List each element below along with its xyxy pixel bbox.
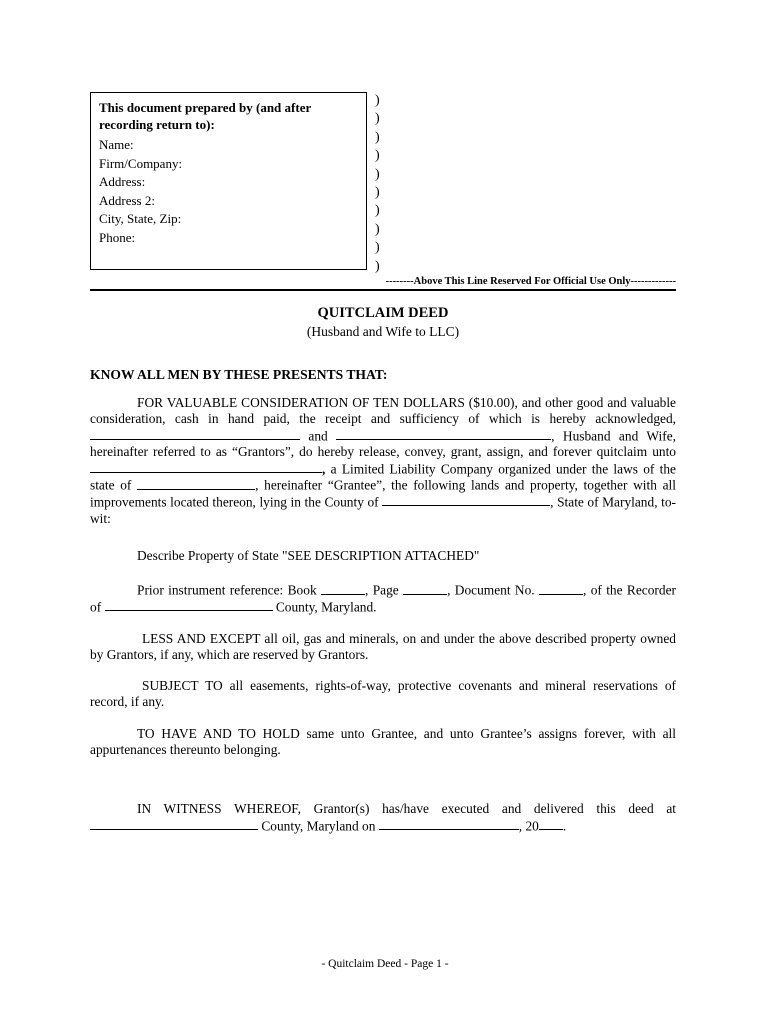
close-paren: ) [375, 203, 380, 219]
document-title: QUITCLAIM DEED [317, 305, 449, 322]
fill-in-blank [321, 582, 365, 594]
close-paren: ) [375, 221, 380, 237]
document-subtitle: (Husband and Wife to LLC) [306, 324, 460, 340]
text-segment: , 20 [518, 818, 539, 834]
text-segment: Prior instrument reference: Book [137, 582, 321, 598]
to-have-and-hold-paragraph: TO HAVE AND TO HOLD same unto Grantee, and unto Grantee’s assigns forever, with all appurtenances thereunto belonging. [90, 725, 676, 758]
fill-in-blank [336, 428, 551, 440]
text-segment: FOR VALUABLE CONSIDERATION OF TEN DOLLARS ($10.00), and other good and valuable consideration, cash in hand paid, the receipt and sufficiency of which is hereby acknowledged, [90, 395, 676, 427]
reserved-line [90, 276, 676, 291]
close-paren: ) [375, 111, 380, 127]
fill-in-blank [90, 818, 258, 830]
paren-column [375, 92, 380, 276]
field-label-name: Name: [99, 137, 134, 152]
text-segment: , State of Maryland, to-wit: [90, 494, 676, 526]
in-witness-paragraph [90, 801, 676, 834]
fill-in-blank [137, 477, 255, 489]
field-label-address-2: Address 2: [99, 192, 155, 208]
subject-to-paragraph: SUBJECT TO all easements, rights-of-way, protective covenants and mineral reservations of record, if any. [90, 678, 676, 710]
close-paren: ) [375, 129, 380, 145]
text-segment: County, Maryland. [272, 599, 377, 615]
text-segment: a Limited Liability Company organized under the laws of the state of [90, 461, 676, 493]
fill-in-blank [105, 599, 273, 611]
field-label-city-state-zip: City, State, Zip: [99, 211, 182, 227]
describe-property-line: Describe Property of State "SEE DESCRIPTION ATTACHED" [137, 547, 480, 563]
reserved-line-text: --------Above This Line Reserved For Official Use Only------------- [385, 276, 676, 288]
text-segment: , hereinafter “Grantee”, the following lands and property, together with all improvements located thereon, lying in the County of [90, 477, 677, 510]
text-segment: , Document No. [447, 582, 539, 598]
close-paren: ) [375, 93, 380, 108]
close-paren: ) [375, 240, 380, 256]
prepared-by-section [90, 92, 676, 276]
fill-in-blank [382, 494, 550, 506]
fill-in-blank [539, 582, 583, 594]
text-segment: County, Maryland on [258, 818, 379, 834]
opening-clause: KNOW ALL MEN BY THESE PRESENTS THAT: [90, 367, 388, 383]
close-paren: ) [375, 185, 380, 201]
consideration-paragraph [90, 395, 676, 527]
field-label-phone: Phone: [99, 229, 136, 245]
fill-in-blank [539, 818, 563, 830]
document-page [90, 92, 676, 834]
less-and-except-paragraph: LESS AND EXCEPT all oil, gas and minerals, on and under the above described property owned by Grantors, if any, which are reserved by Grantors. [90, 630, 676, 662]
prepared-by-fields [99, 136, 358, 248]
text-segment: . [562, 818, 567, 834]
close-paren: ) [375, 258, 380, 274]
fill-in-blank [403, 582, 447, 594]
prepared-by-box [90, 92, 367, 270]
text-segment: , Husband and Wife, hereinafter referred to as “Grantors”, do hereby release, convey, grant, assign, and forever quitclaim unto [90, 428, 676, 460]
text-segment: , of the Recorder of [90, 582, 676, 615]
text-segment: and [300, 428, 337, 444]
fill-in-blank [379, 818, 519, 830]
close-paren: ) [375, 148, 380, 164]
text-segment: IN WITNESS WHEREOF, Grantor(s) has/have executed and delivered this deed at [137, 801, 676, 817]
fill-in-blank [90, 461, 322, 473]
field-label-firm-company: Firm/Company: [99, 155, 183, 171]
prepared-by-heading: This document prepared by (and after recording return to): [99, 100, 311, 132]
close-paren: ) [375, 166, 380, 182]
text-segment: , [322, 461, 326, 476]
prior-instrument-paragraph [90, 582, 676, 615]
text-segment: , Page [365, 582, 404, 598]
page-footer: - Quitclaim Deed - Page 1 - [321, 958, 449, 970]
field-label-address: Address: [99, 174, 146, 190]
fill-in-blank [90, 428, 300, 440]
